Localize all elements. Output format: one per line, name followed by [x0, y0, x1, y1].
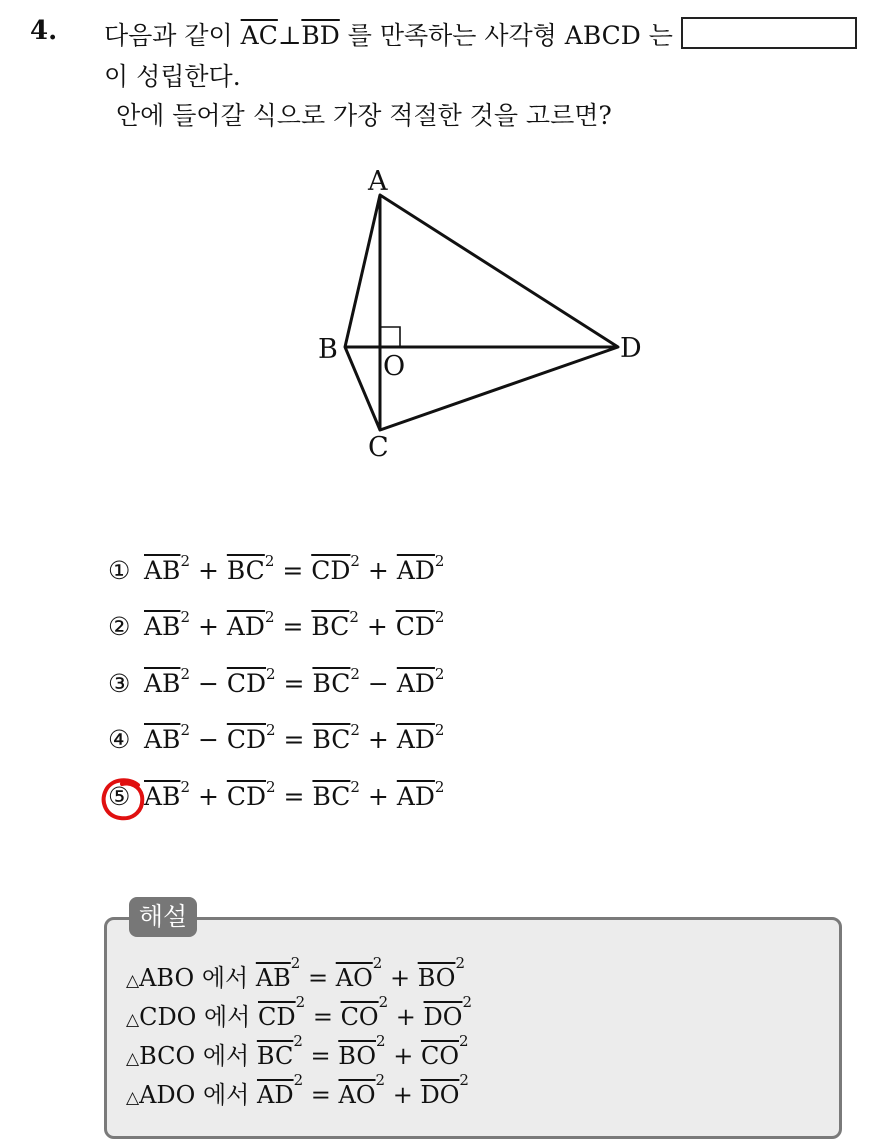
operator: −: [367, 669, 389, 698]
quadrilateral-outline: [345, 195, 618, 430]
term-c: $\overline{DO}$: [423, 1003, 463, 1031]
exponent: 2: [264, 608, 275, 626]
triangle-name: BCO: [139, 1042, 196, 1070]
exponent: 2: [180, 552, 190, 570]
term-b: $\overline{CD}$: [226, 782, 267, 811]
term-d: $\overline{CD}$: [395, 612, 435, 641]
question-line-1: [104, 16, 673, 52]
exponent: 2: [462, 993, 473, 1011]
solution-word: 에서: [202, 1042, 250, 1070]
exponent: 2: [266, 778, 276, 796]
operator: +: [366, 612, 388, 641]
term-c: $\overline{BC}$: [312, 669, 351, 698]
segment-ac: $\overline{AC}$: [240, 21, 278, 50]
solution-tab: 해설: [129, 897, 197, 937]
equals: =: [283, 725, 305, 754]
operator: +: [392, 1081, 413, 1109]
question-suffix: 를 만족하는 사각형 ABCD 는: [347, 21, 673, 50]
exponent: 2: [180, 608, 190, 626]
operator: +: [367, 725, 389, 754]
equals: =: [312, 1003, 333, 1031]
exponent: 2: [293, 1032, 303, 1050]
exponent: 2: [180, 665, 190, 683]
solution-word: 에서: [201, 964, 249, 992]
triangle-name: ADO: [139, 1081, 196, 1109]
question-number: 4.: [30, 16, 58, 46]
exponent: 2: [459, 1032, 469, 1050]
exponent: 2: [375, 1071, 386, 1089]
triangle-symbol: △: [126, 1049, 140, 1069]
choice-3[interactable]: [108, 665, 445, 698]
term-d: $\overline{AD}$: [396, 782, 435, 811]
term-d: $\overline{AD}$: [396, 669, 435, 698]
triangle-symbol: △: [126, 1010, 140, 1030]
exponent: 2: [350, 778, 360, 796]
equals: =: [283, 782, 305, 811]
operator: +: [197, 612, 219, 641]
operator: +: [393, 1042, 414, 1070]
exponent: 2: [372, 954, 383, 972]
operator: +: [367, 782, 389, 811]
exponent: 2: [350, 552, 360, 570]
segment-bd: $\overline{BD}$: [301, 21, 340, 50]
operator: +: [389, 964, 411, 992]
exponent: 2: [349, 608, 359, 626]
solution-line-2: [126, 993, 473, 1032]
operator: +: [197, 782, 219, 811]
choice-mark: ②: [108, 612, 131, 641]
right-angle-mark: [380, 327, 400, 347]
term-b: $\overline{AO}$: [338, 1081, 376, 1109]
term-b: $\overline{CD}$: [226, 669, 267, 698]
triangle-symbol: △: [126, 971, 140, 991]
answer-blank-box: [681, 17, 857, 49]
exponent: 2: [378, 993, 389, 1011]
exponent: 2: [180, 721, 190, 739]
term-b: $\overline{AD}$: [226, 612, 265, 641]
term-a: $\overline{AD}$: [256, 1081, 294, 1109]
term-a: $\overline{CD}$: [258, 1003, 296, 1031]
equals: =: [307, 964, 329, 992]
exponent: 2: [434, 608, 445, 626]
choice-4[interactable]: [108, 721, 445, 754]
term-c: $\overline{BC}$: [312, 725, 351, 754]
term-c: $\overline{BO}$: [417, 964, 456, 992]
term-b: $\overline{BO}$: [338, 1042, 377, 1070]
equals: =: [283, 669, 305, 698]
term-b: $\overline{CO}$: [340, 1003, 379, 1031]
term-d: $\overline{AD}$: [396, 556, 435, 585]
term-a: $\overline{AB}$: [144, 556, 181, 585]
choice-5[interactable]: [108, 778, 445, 811]
triangle-name: CDO: [139, 1003, 197, 1031]
exponent: 2: [434, 778, 445, 796]
term-b: $\overline{BC}$: [226, 556, 265, 585]
term-b: $\overline{AO}$: [335, 964, 373, 992]
question-line-3: 안에 들어갈 식으로 가장 적절한 것을 고르면?: [116, 101, 612, 130]
term-d: $\overline{AD}$: [396, 725, 435, 754]
term-a: $\overline{AB}$: [144, 612, 181, 641]
exponent: 2: [293, 1071, 304, 1089]
triangle-name: ABO: [139, 964, 195, 992]
solution-line-3: [126, 1032, 469, 1071]
triangle-symbol: △: [126, 1088, 140, 1108]
label-o: O: [383, 351, 406, 382]
exponent: 2: [295, 993, 306, 1011]
question-line-2: 이 성립한다.: [104, 62, 241, 91]
term-a: $\overline{AB}$: [144, 669, 181, 698]
choice-mark: ③: [108, 669, 131, 698]
choice-mark: ⑤: [108, 782, 131, 811]
quadrilateral-figure: [300, 160, 680, 470]
exponent: 2: [434, 665, 445, 683]
exponent: 2: [459, 1071, 469, 1089]
term-a: $\overline{AB}$: [255, 964, 291, 992]
equals: =: [310, 1081, 331, 1109]
exponent: 2: [350, 721, 360, 739]
term-c: $\overline{BC}$: [311, 612, 350, 641]
term-b: $\overline{CD}$: [226, 725, 267, 754]
exponent: 2: [266, 721, 276, 739]
operator: +: [367, 556, 389, 585]
exponent: 2: [434, 552, 445, 570]
equals: =: [310, 1042, 331, 1070]
solution-line-4: [126, 1071, 469, 1110]
operator: +: [395, 1003, 416, 1031]
term-c: $\overline{DO}$: [420, 1081, 460, 1109]
label-c: C: [368, 432, 389, 463]
solution-word: 에서: [202, 1081, 250, 1109]
answer-circle-mark: [100, 776, 146, 822]
equals: =: [282, 612, 304, 641]
label-d: D: [620, 333, 642, 364]
exponent: 2: [434, 721, 445, 739]
operator: −: [197, 669, 219, 698]
exponent: 2: [266, 665, 276, 683]
exponent: 2: [350, 665, 360, 683]
label-a: A: [368, 166, 388, 197]
perpendicular-symbol: ⊥: [277, 21, 302, 50]
exponent: 2: [455, 954, 465, 972]
term-c: $\overline{CD}$: [311, 556, 351, 585]
term-c: $\overline{BC}$: [312, 782, 351, 811]
choice-2[interactable]: [108, 608, 445, 641]
exponent: 2: [290, 954, 301, 972]
term-a: $\overline{AB}$: [144, 725, 181, 754]
question-prefix: 다음과 같이: [104, 21, 233, 50]
choice-mark: ①: [108, 556, 131, 585]
exponent: 2: [376, 1032, 386, 1050]
operator: −: [197, 725, 219, 754]
equals: =: [282, 556, 304, 585]
solution-word: 에서: [204, 1003, 251, 1031]
term-a: $\overline{BC}$: [256, 1042, 294, 1070]
solution-line-1: [126, 954, 465, 993]
choice-1[interactable]: [108, 552, 445, 585]
choice-mark: ④: [108, 725, 131, 754]
term-c: $\overline{CO}$: [420, 1042, 459, 1070]
label-b: B: [318, 334, 338, 365]
exponent: 2: [180, 778, 190, 796]
term-a: $\overline{AB}$: [144, 782, 181, 811]
exponent: 2: [264, 552, 275, 570]
operator: +: [197, 556, 219, 585]
